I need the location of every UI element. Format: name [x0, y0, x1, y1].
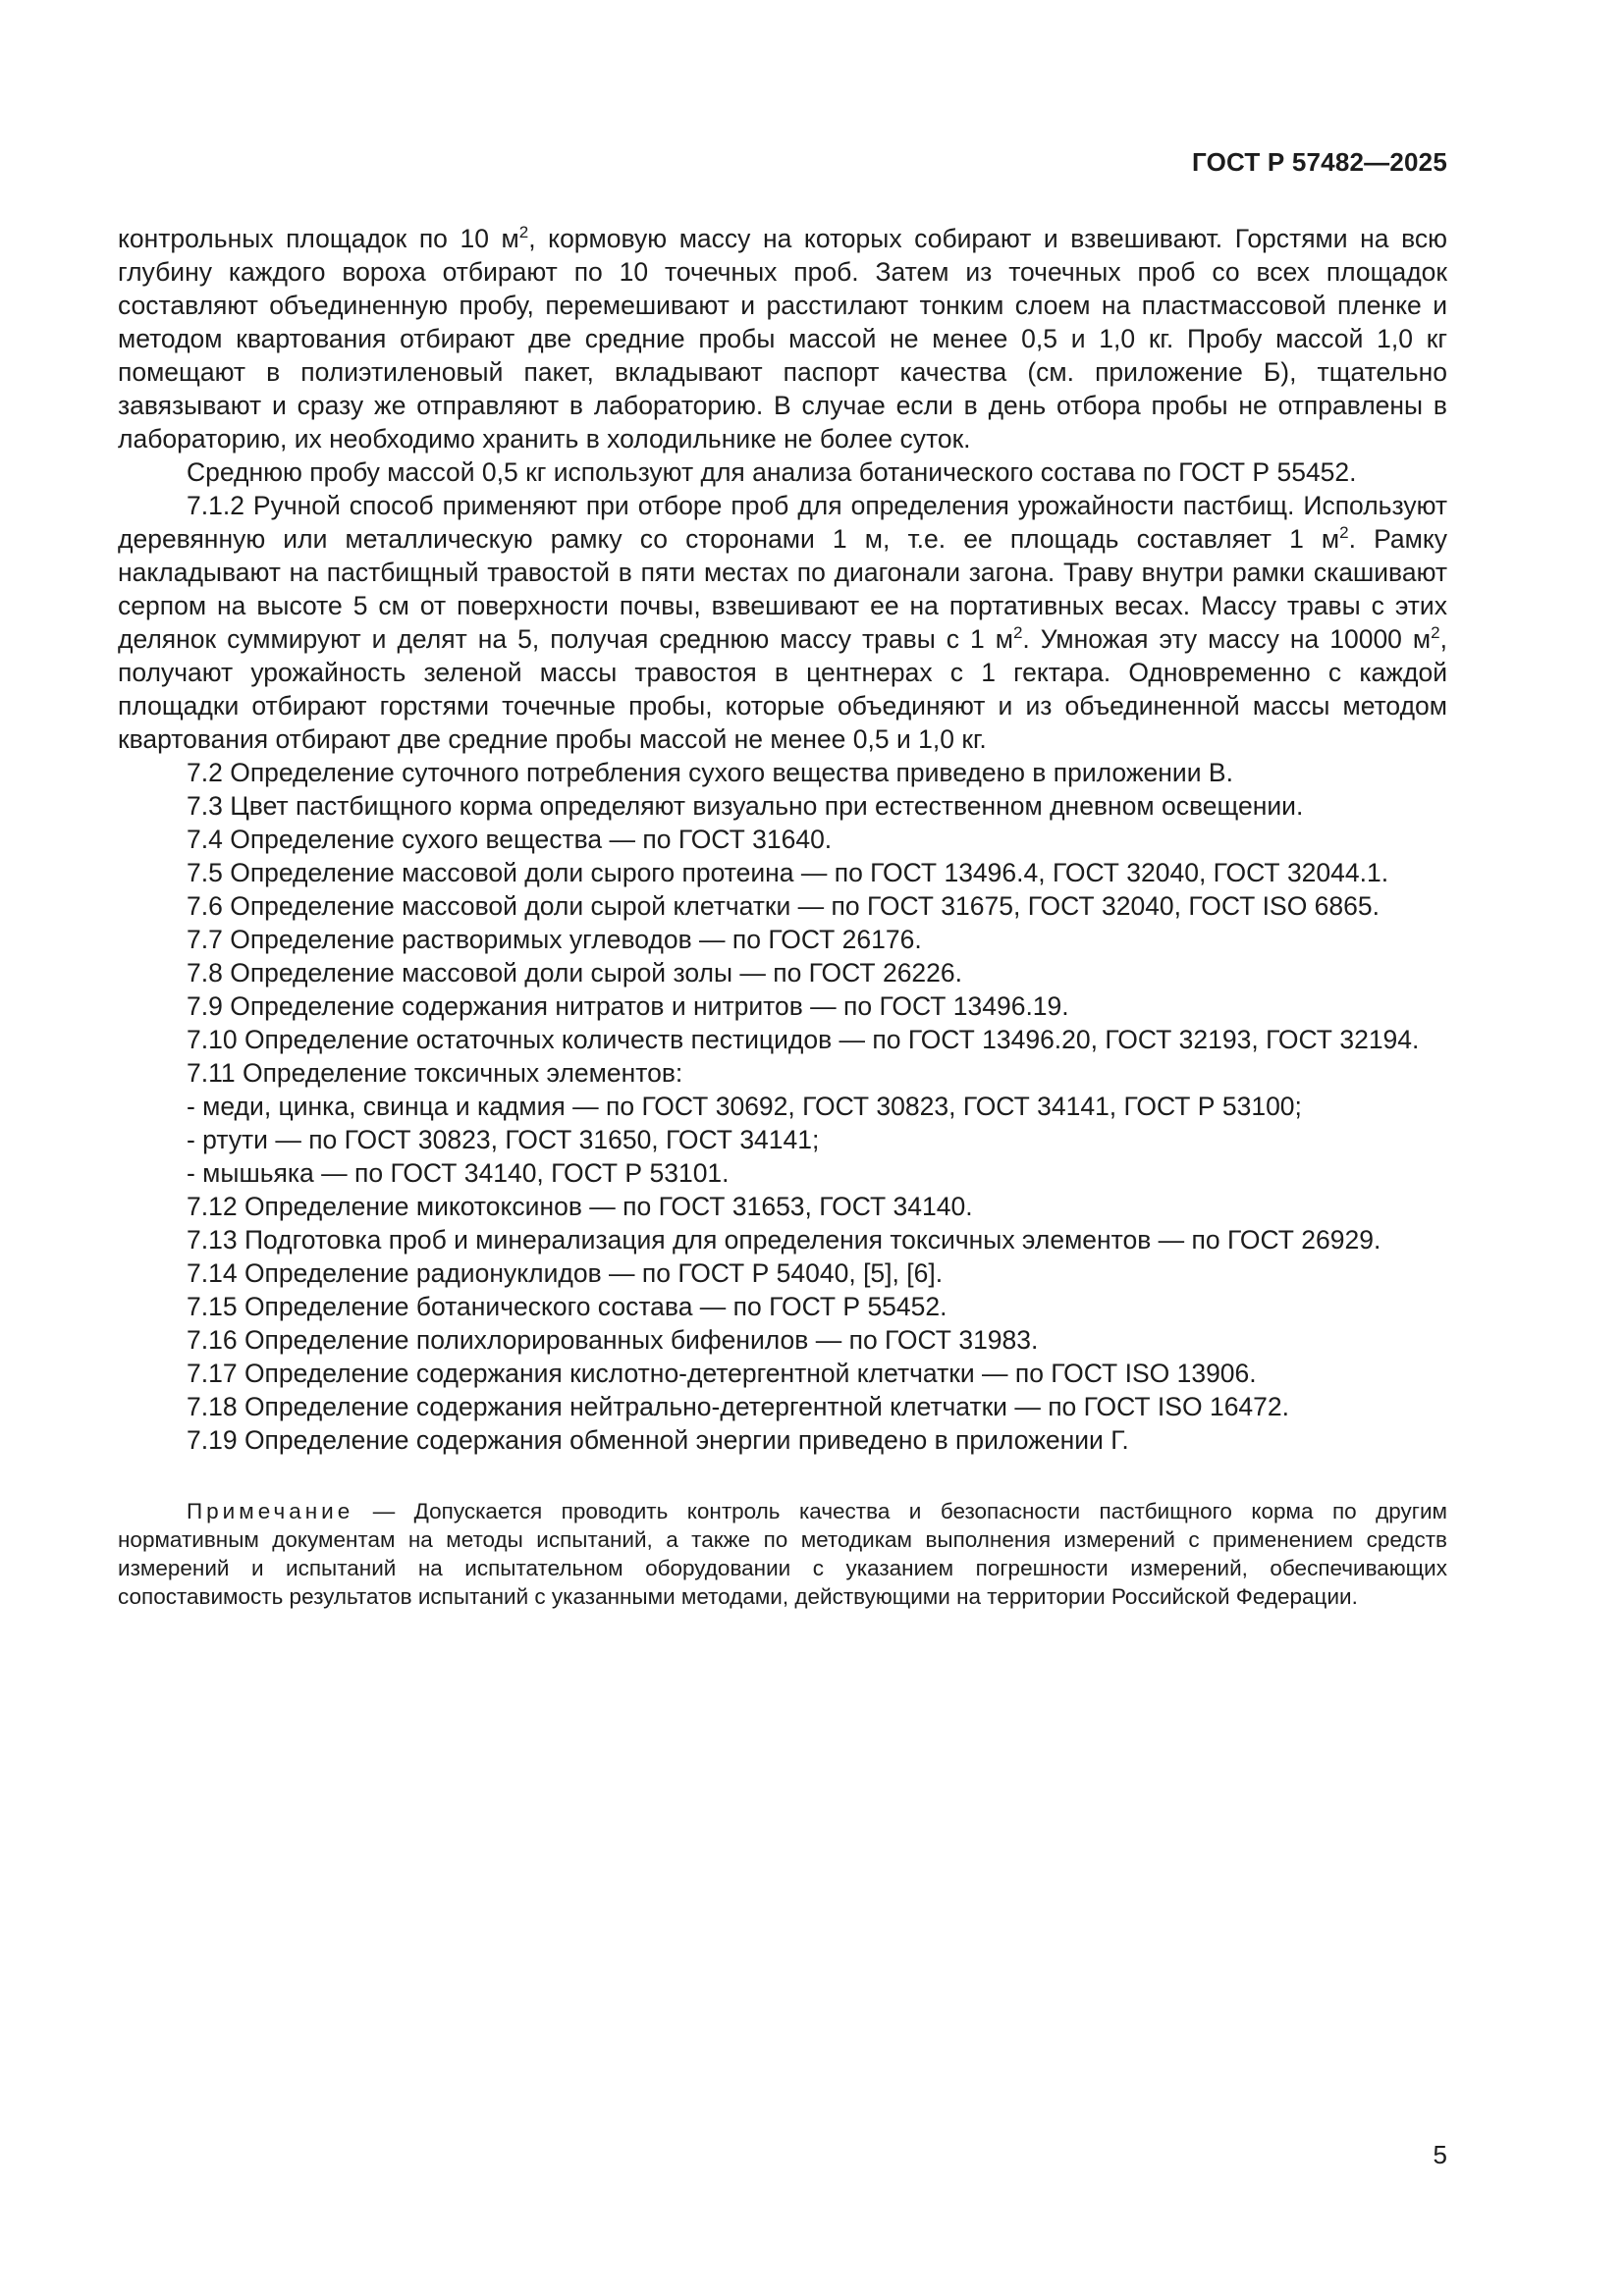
clause-7-16: 7.16 Определение полихлорированных бифенилов — по ГОСТ 31983.	[187, 1325, 1039, 1355]
clause-7-8: 7.8 Определение массовой доли сырой золы — по ГОСТ 26226.	[187, 958, 963, 988]
clause-7-6: 7.6 Определение массовой доли сырой клетчатки — по ГОСТ 31675, ГОСТ 32040, ГОСТ ISO 6865.	[187, 891, 1380, 921]
clause-7-14: 7.14 Определение радионуклидов — по ГОСТ Р 54040, [5], [6].	[187, 1258, 944, 1288]
text-span: контрольных площадок по 10 м	[118, 224, 519, 253]
clause-7-5: 7.5 Определение массовой доли сырого протеина — по ГОСТ 13496.4, ГОСТ 32040, ГОСТ 32044.1.	[187, 858, 1389, 887]
document-header-id: ГОСТ Р 57482—2025	[1192, 147, 1447, 177]
list-item-dash: - меди, цинка, свинца и кадмия — по ГОСТ 30692, ГОСТ 30823, ГОСТ 34141, ГОСТ Р 53100;	[187, 1092, 1302, 1121]
clause-7-18: 7.18 Определение содержания нейтрально-детергентной клетчатки — по ГОСТ ISO 16472.	[187, 1392, 1290, 1421]
clause-7-10: 7.10 Определение остаточных количеств пестицидов — по ГОСТ 13496.20, ГОСТ 32193, ГОСТ 32194.	[187, 1025, 1420, 1054]
superscript: 2	[518, 223, 529, 242]
paragraph-average-sample: Среднюю пробу массой 0,5 кг используют для анализа ботанического состава по ГОСТ Р 55452.	[187, 457, 1357, 487]
page-number: 5	[1433, 2140, 1447, 2169]
clause-7-13: 7.13 Подготовка проб и минерализация для определения токсичных элементов — по ГОСТ 26929.	[187, 1225, 1381, 1255]
text-span: , получают урожайность зеленой массы травостоя в центнерах с 1 гектара. Одновременно с каждой площадки отбирают горстями точечные пробы, которые объединяют и из объединенной массы методом квартования отбирают две средние пробы массой не менее 0,5 и 1,0 кг.	[118, 624, 1447, 754]
text-span: , кормовую массу на которых собирают и взвешивают. Горстями на всю глубину каждого вороха отбирают по 10 точечных проб. Затем из точечных проб со всех площадок составляют объединенную пробу, перемешивают и расстилают тонким слоем на пластмассовой пленке и методом квартования отбирают две средние пробы массой не менее 0,5 и 1,0 кг. Пробу массой 1,0 кг помещают в полиэтиленовый пакет, вкладывают паспорт качества (см. приложение Б), тщательно завязывают и сразу же отправляют в лабораторию. В случае если в день отбора пробы не отправлены в лабораторию, их необходимо хранить в холодильнике не более суток.	[118, 224, 1447, 454]
clause-7-2: 7.2 Определение суточного потребления сухого вещества приведено в приложении В.	[187, 758, 1233, 787]
clause-7-15: 7.15 Определение ботанического состава — по ГОСТ Р 55452.	[187, 1292, 947, 1321]
list-item-dash: - ртути — по ГОСТ 30823, ГОСТ 31650, ГОСТ 34141;	[187, 1125, 820, 1154]
text-span: . Рамку накладывают на пастбищный травостой в пяти местах по диагонали загона. Траву внутри рамки скашивают серпом на высоте 5 см от поверхности почвы, взвешивают ее на портативных весах. Массу травы с этих делянок суммируют и делят на 5, получая среднюю массу травы с 1 м	[118, 524, 1447, 654]
clause-7-9: 7.9 Определение содержания нитратов и нитритов — по ГОСТ 13496.19.	[187, 991, 1069, 1021]
list-item-dash: - мышьяка — по ГОСТ 34140, ГОСТ Р 53101.	[187, 1158, 730, 1188]
clause-7-7: 7.7 Определение растворимых углеводов — по ГОСТ 26176.	[187, 925, 922, 954]
paragraph-sampling-plots	[118, 222, 1447, 455]
text-span: 7.1.2 Ручной способ применяют при отборе проб для определения урожайности пастбищ. Используют деревянную или металлическую рамку со сторонами 1 м, т.е. ее площадь составляет 1 м	[118, 491, 1447, 554]
clause-7-3: 7.3 Цвет пастбищного корма определяют визуально при естественном дневном освещении.	[187, 791, 1304, 821]
note-block	[118, 1497, 1447, 1611]
superscript: 2	[1339, 523, 1349, 543]
note-label: Примечание	[187, 1499, 354, 1523]
clause-7-4: 7.4 Определение сухого вещества — по ГОСТ 31640.	[187, 825, 833, 854]
document-body	[118, 222, 1447, 1457]
paragraph-7-1-2	[118, 489, 1447, 756]
clause-7-19: 7.19 Определение содержания обменной энергии приведено в приложении Г.	[187, 1425, 1129, 1455]
clause-7-12: 7.12 Определение микотоксинов — по ГОСТ 31653, ГОСТ 34140.	[187, 1192, 973, 1221]
clause-7-11: 7.11 Определение токсичных элементов:	[187, 1058, 683, 1088]
note-text: — Допускается проводить контроль качества и безопасности пастбищного корма по другим нормативным документам на методы испытаний, а также по методикам выполнения измерений с применением средств измерений и испытаний на испытательном оборудовании с указанием погрешности измерений, обеспечивающих сопоставимость результатов испытаний с указанными методами, действующими на территории Российской Федерации.	[118, 1499, 1447, 1609]
clause-7-17: 7.17 Определение содержания кислотно-детергентной клетчатки — по ГОСТ ISO 13906.	[187, 1359, 1257, 1388]
superscript: 2	[1431, 623, 1440, 643]
superscript: 2	[1012, 623, 1023, 643]
text-span: . Умножая эту массу на 10000 м	[1022, 624, 1432, 654]
